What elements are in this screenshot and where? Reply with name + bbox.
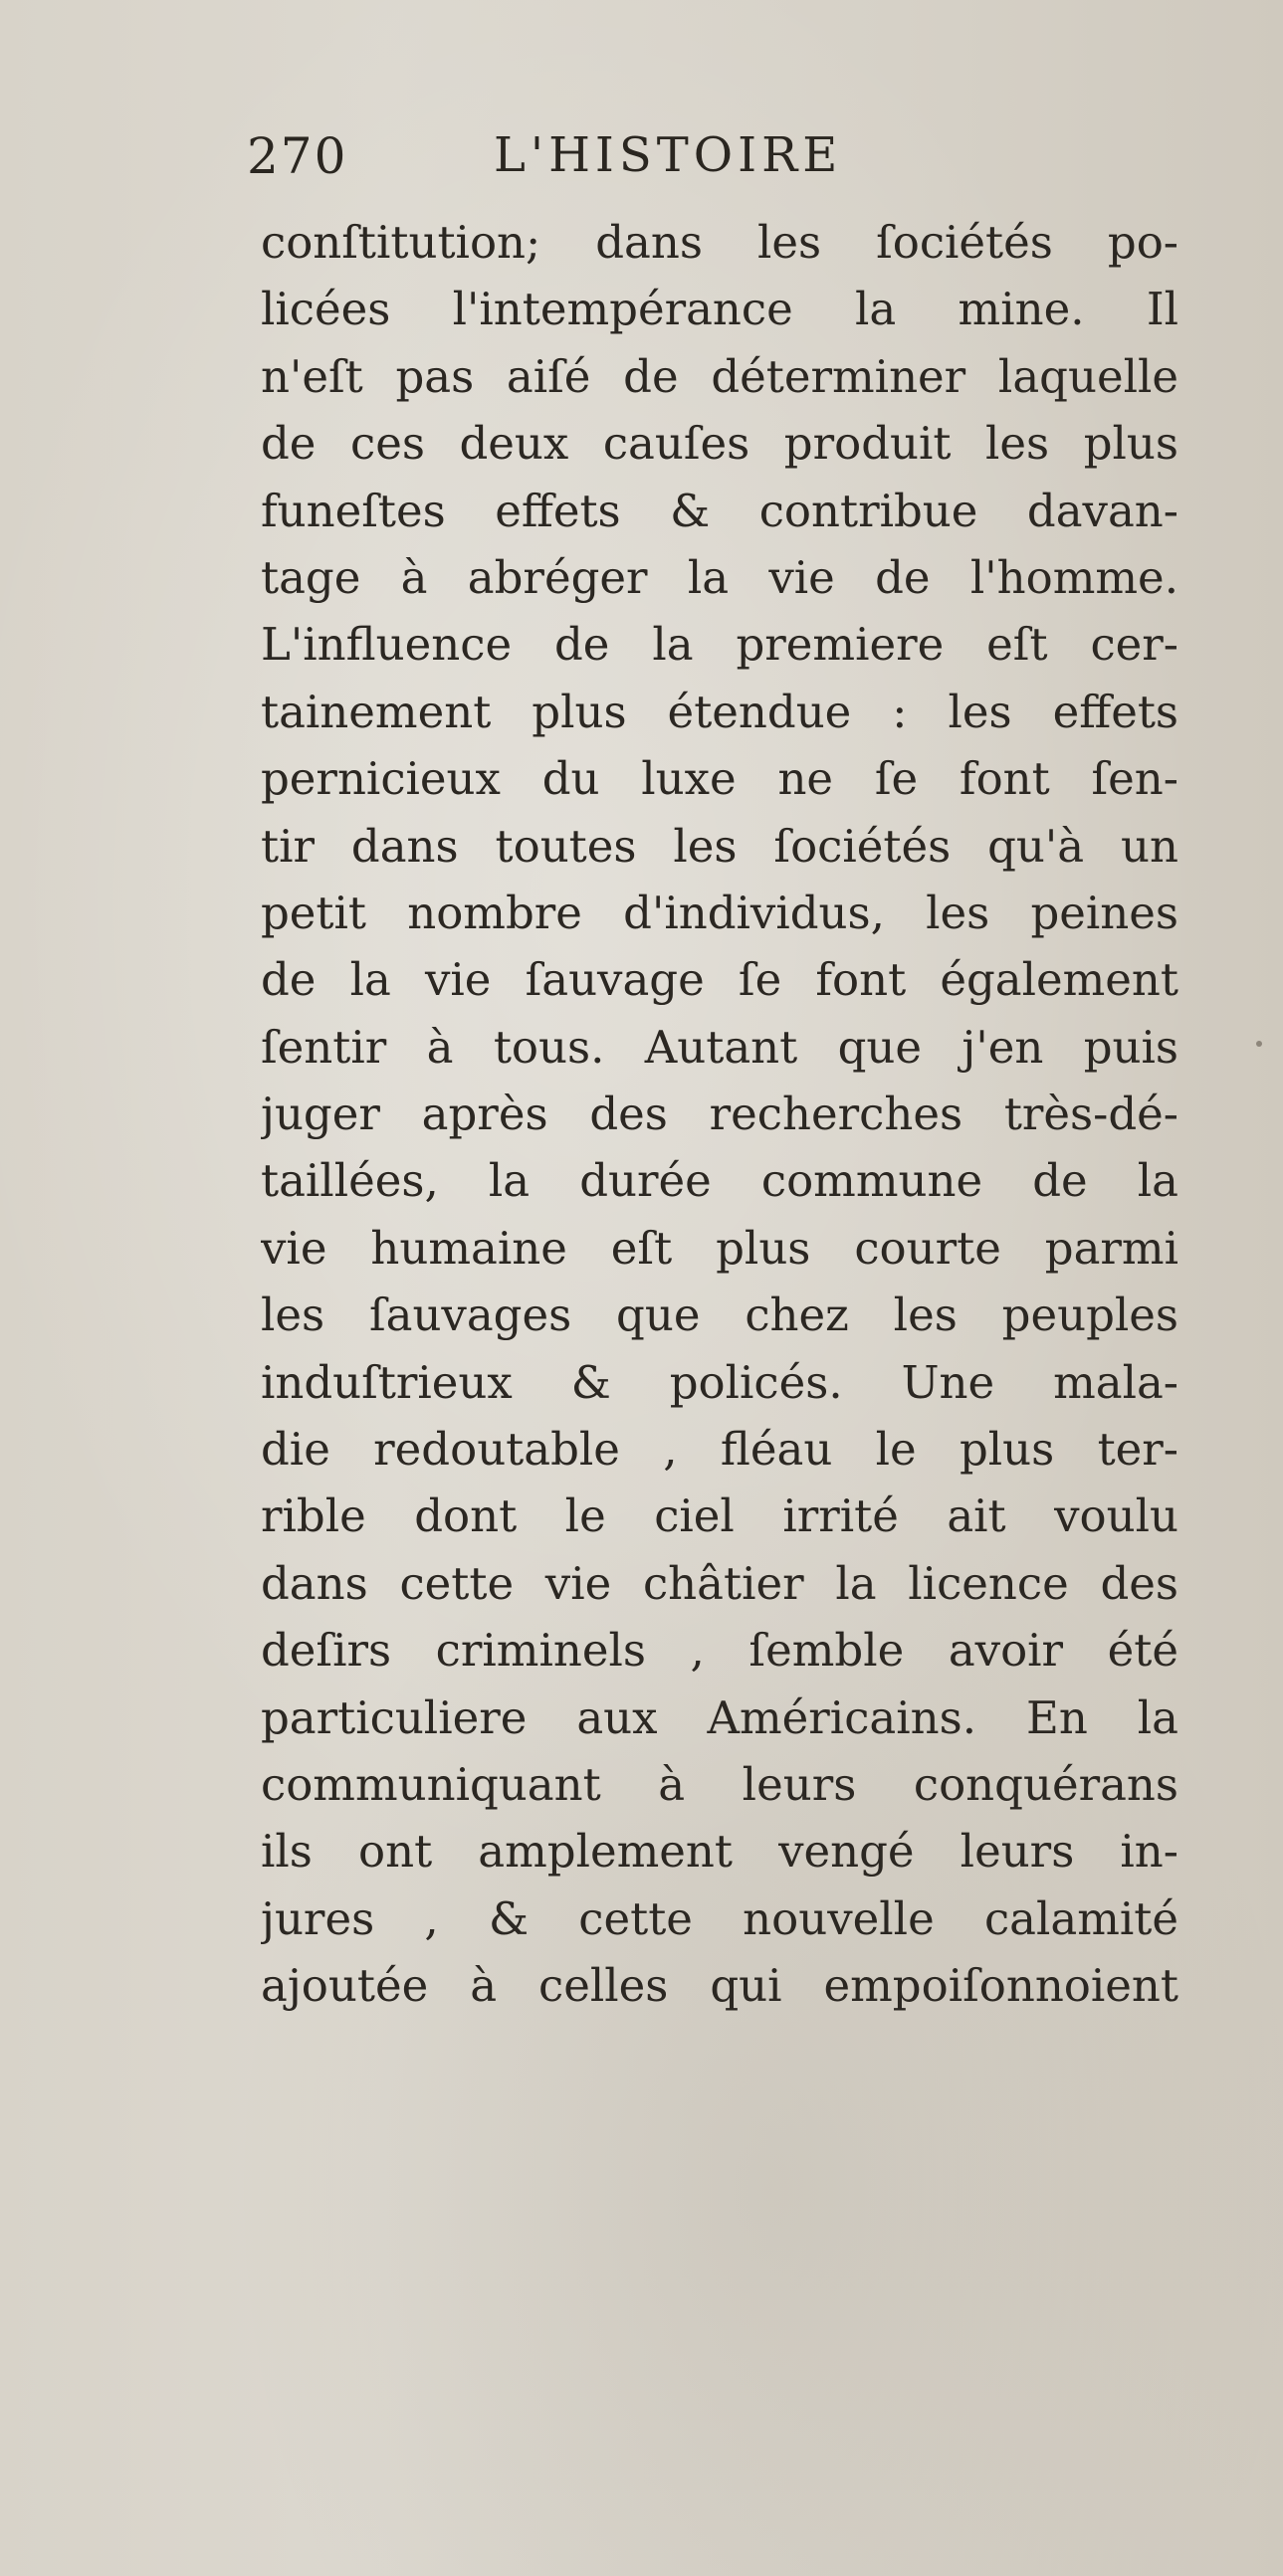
text-line: communiquant à leurs conquérans (261, 1757, 1178, 1811)
text-line: tainement plus étendue : les effets (261, 685, 1178, 738)
text-line: ils ont amplement vengé leurs in- (261, 1825, 1178, 1879)
text-line: juger après des recherches très-dé- (261, 1088, 1178, 1141)
page-number: 270 (247, 127, 348, 185)
text-line: tir dans toutes les ſociétés qu'à un (261, 819, 1178, 873)
running-title: L'HISTOIRE (494, 127, 843, 183)
text-line: L'influence de la premiere eſt cer- (261, 618, 1178, 672)
text-line: jures , & cette nouvelle calamité (261, 1891, 1178, 1945)
text-line: taillées, la durée commune de la (261, 1154, 1178, 1208)
text-line: de ces deux cauſes produit les plus (261, 417, 1178, 471)
text-line: ajoutée à celles qui empoiſonnoient (261, 1959, 1178, 2013)
text-line: conſtitution; dans les ſociétés po- (261, 216, 1178, 269)
text-line: tage à abréger la vie de l'homme. (261, 550, 1178, 604)
text-line: induſtrieux & policés. Une mala- (261, 1355, 1178, 1409)
text-line: ſentir à tous. Autant que j'en puis (261, 1020, 1178, 1074)
text-line: funeſtes effets & contribue davan- (261, 484, 1178, 537)
text-line: licées l'intempérance la mine. Il (261, 283, 1178, 336)
text-line: vie humaine eſt plus courte parmi (261, 1221, 1178, 1275)
body-text (261, 209, 1178, 2020)
text-line: pernicieux du luxe ne ſe font ſen- (261, 752, 1178, 806)
text-line: les ſauvages que chez les peuples (261, 1288, 1178, 1342)
ink-spot (1256, 1041, 1262, 1047)
text-line: deſirs criminels , ſemble avoir été (261, 1624, 1178, 1678)
text-line: dans cette vie châtier la licence des (261, 1556, 1178, 1610)
text-line: de la vie ſauvage ſe font également (261, 953, 1178, 1007)
running-head (247, 127, 1043, 191)
text-line: particuliere aux Américains. En la (261, 1690, 1178, 1744)
text-line: petit nombre d'individus, les peines (261, 886, 1178, 939)
text-line: rible dont le ciel irrité ait voulu (261, 1489, 1178, 1543)
text-line: n'eſt pas aiſé de déterminer laquelle (261, 349, 1178, 403)
text-line: die redoutable , fléau le plus ter- (261, 1423, 1178, 1477)
